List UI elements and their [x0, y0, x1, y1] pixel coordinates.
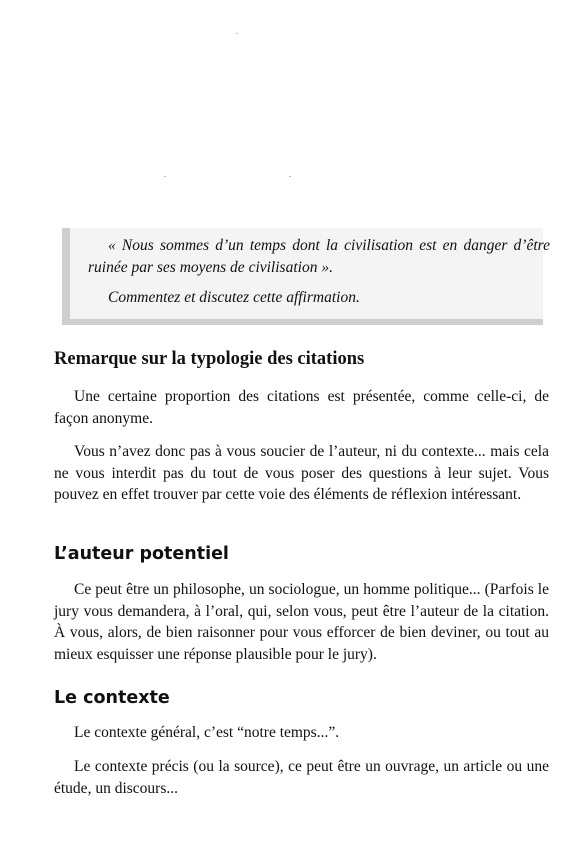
scan-speck — [236, 33, 238, 34]
section-heading-contexte: Le contexte — [54, 688, 170, 708]
scan-speck — [289, 176, 291, 177]
quote-instruction: Commentez et discutez cette affirmation. — [108, 289, 360, 306]
section-heading-typologie: Remarque sur la typologie des citations — [54, 349, 365, 369]
section-heading-auteur: L’auteur potentiel — [54, 544, 229, 564]
scan-speck — [164, 176, 166, 177]
quote-box — [62, 228, 550, 325]
paragraph: Vous n’avez donc pas à vous soucier de l’auteur, ni du contexte... mais cela ne vous interdit pas du tout de vous poser des questions à leur sujet. Vous pouvez en effet trouver par cette voie des éléments de réflexion intéressant. — [54, 443, 549, 503]
paragraph: Le contexte général, c’est “notre temps...”. — [74, 724, 340, 741]
quote-text: « Nous sommes d’un temps dont la civilisation est en danger d’être ruinée par ses moyens de civilisation ». — [88, 237, 550, 276]
paragraph: Une certaine proportion des citations est présentée, comme celle-ci, de façon anonyme. — [54, 388, 549, 427]
paragraph: Ce peut être un philosophe, un sociologue, un homme politique... (Parfois le jury vous demandera, à l’oral, qui, selon vous, peut être l’auteur de la citation. À vous, alors, de bien raisonner pour vous efforcer de bien deviner, ou tout au mieux esquisser une réponse plausible pour le jury). — [54, 581, 549, 663]
paragraph: Le contexte précis (ou la source), ce peut être un ouvrage, un article ou une étude, un discours... — [54, 758, 549, 797]
